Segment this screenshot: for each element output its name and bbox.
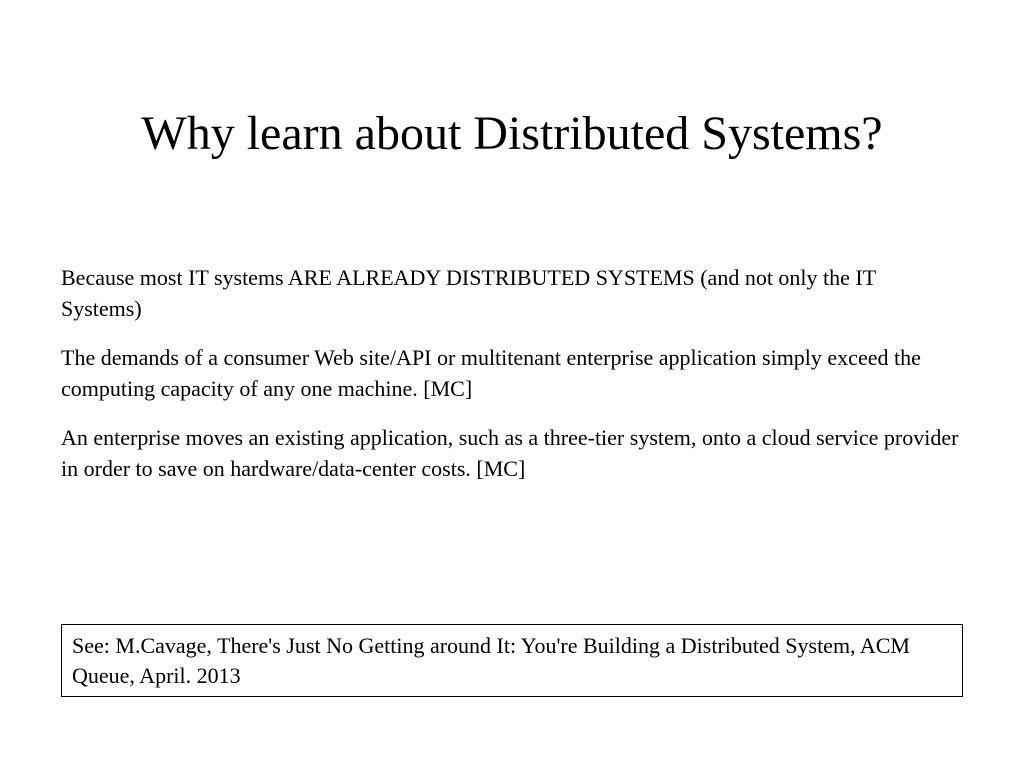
slide-body: [61, 262, 961, 502]
body-paragraph-3: An enterprise moves an existing application, such as a three-tier system, onto a cloud service provider in order to save on hardware/data-center costs. [MC]: [61, 425, 959, 481]
reference-box: [61, 624, 963, 697]
body-paragraph-1: Because most IT systems ARE ALREADY DISTRIBUTED SYSTEMS (and not only the IT Systems): [61, 265, 876, 321]
slide-title: Why learn about Distributed Systems?: [141, 107, 883, 160]
body-paragraph-2: The demands of a consumer Web site/API or multitenant enterprise application simply exceed the computing capacity of any one machine. [MC]: [61, 345, 921, 401]
reference-text: See: M.Cavage, There's Just No Getting around It: You're Building a Distributed System, ACM Queue, April. 2013: [72, 633, 910, 688]
